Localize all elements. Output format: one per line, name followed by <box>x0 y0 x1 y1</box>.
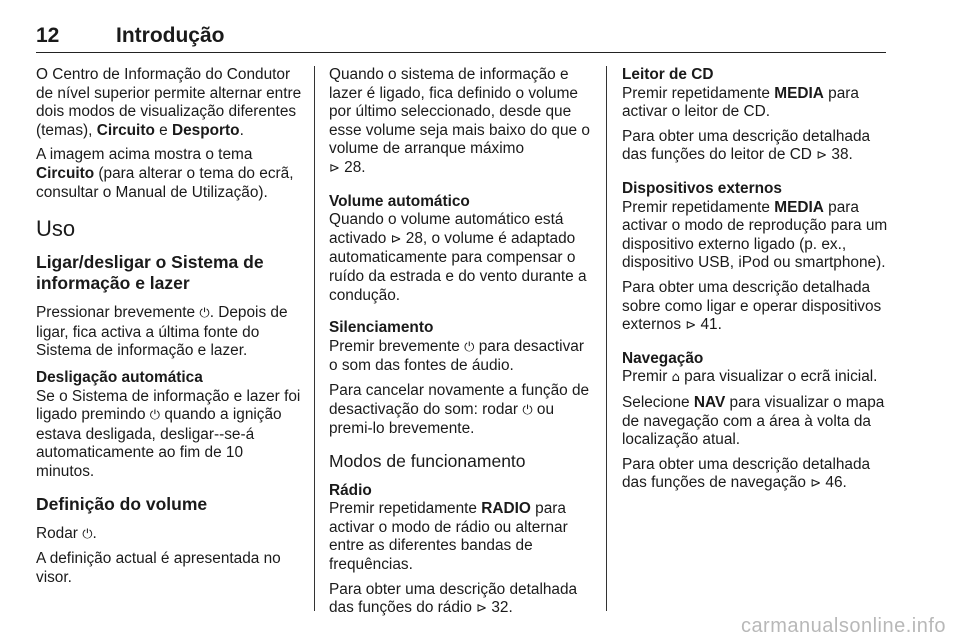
paragraph: Para cancelar novamente a função de desactivação do som: rodar ⏻ ou premi-lo brevemente. <box>329 381 590 438</box>
key-radio: RADIO <box>481 500 531 518</box>
column-divider <box>606 66 607 611</box>
term-circuito: Circuito <box>96 121 155 139</box>
topic-heading: Navegação <box>622 349 704 367</box>
paragraph: O Centro de Informação do Condutor de nível superior permite alternar entre dois modos de visualização diferentes (temas), Circuito e Desporto. <box>36 66 302 139</box>
key-media: MEDIA <box>774 84 824 102</box>
key-nav: NAV <box>693 393 726 411</box>
paragraph: Rodar ⏻. <box>36 524 97 542</box>
page-ref-arrow-icon: ⊳ <box>816 148 828 164</box>
page-ref-arrow-icon: ⊳ <box>476 601 488 617</box>
power-icon: ⏻ <box>199 306 210 322</box>
term-desporto: Desporto <box>172 121 240 139</box>
paragraph: Se o Sistema de informação e lazer foi ligado premindo ⏻ quando a ignição estava desligada, desligar--se-á automaticamente ao fim de 10 minutos. <box>36 387 301 480</box>
paragraph: Quando o sistema de informação e lazer é ligado, fica definido o volume por último seleccionado, desde que esse volume seja mais baixo do que o volume de arranque máximo ⊳ 28. <box>329 66 590 176</box>
subsection-heading: Definição do volume <box>36 493 208 514</box>
paragraph: Para obter uma descrição detalhada sobre como ligar e operar dispositivos externos ⊳ 41. <box>622 278 882 334</box>
page-ref-arrow-icon: ⊳ <box>390 231 402 247</box>
power-icon: ⏻ <box>82 526 93 542</box>
home-icon: ⌂ <box>671 370 680 386</box>
column-2 <box>329 66 595 625</box>
topic-heading: Rádio <box>329 481 372 499</box>
watermark: carmanualsonline.info <box>740 615 946 637</box>
column-1 <box>36 66 302 593</box>
paragraph: Selecione NAV para visualizar o mapa de navegação com a área à volta da localização atual. <box>622 393 885 449</box>
paragraph: Premir repetidamente RADIO para activar o modo de rádio ou alternar entre as diferentes bandas de frequências. <box>329 500 568 574</box>
page-title: Introdução <box>116 24 225 47</box>
paragraph: Premir brevemente ⏻ para desactivar o som das fontes de áudio. <box>329 337 584 375</box>
topic-heading: Leitor de CD <box>622 66 714 83</box>
subsection-heading: Ligar/desligar o Sistema de informação e lazer <box>36 252 264 294</box>
column-divider <box>314 66 315 611</box>
column-3 <box>622 66 888 500</box>
paragraph: Para obter uma descrição detalhada das funções do leitor de CD ⊳ 38. <box>622 127 871 164</box>
paragraph: Pressionar brevemente ⏻. Depois de ligar, fica activa a última fonte do Sistema de informação e lazer. <box>36 304 288 360</box>
topic-heading: Desligação automática <box>36 368 203 386</box>
paragraph: Para obter uma descrição detalhada das funções de navegação ⊳ 46. <box>622 455 871 492</box>
term-circuito: Circuito <box>36 164 95 182</box>
page-ref-arrow-icon: ⊳ <box>810 476 822 492</box>
paragraph: A imagem acima mostra o tema Circuito (para alterar o tema do ecrã, consultar o Manual de Utilização). <box>36 146 294 201</box>
paragraph: Para obter uma descrição detalhada das funções do rádio ⊳ 32. <box>329 580 578 617</box>
power-icon: ⏻ <box>522 402 533 418</box>
paragraph: Premir repetidamente MEDIA para activar o leitor de CD. <box>622 84 859 121</box>
paragraph: A definição actual é apresentada no visor. <box>36 550 281 586</box>
paragraph: Premir ⌂ para visualizar o ecrã inicial. <box>622 368 878 386</box>
topic-heading: Volume automático <box>329 192 470 210</box>
paragraph: Quando o volume automático está activado ⊳ 28, o volume é adaptado automaticamente para compensar o ruído da estrada e do vento durante a condução. <box>329 211 587 304</box>
section-heading-uso: Uso <box>36 216 76 242</box>
page-ref-arrow-icon: ⊳ <box>329 160 340 176</box>
page-ref-arrow-icon: ⊳ <box>685 318 697 334</box>
subsection-heading: Modos de funcionamento <box>329 450 526 471</box>
topic-heading: Silenciamento <box>329 319 434 337</box>
power-icon: ⏻ <box>464 339 475 355</box>
page-number: 12 <box>36 24 60 47</box>
topic-heading: Dispositivos externos <box>622 179 782 197</box>
key-media: MEDIA <box>774 198 824 216</box>
power-icon: ⏻ <box>149 408 161 424</box>
paragraph: Premir repetidamente MEDIA para activar o modo de reprodução para um dispositivo externo ligado (p. ex., dispositivo USB, iPod ou smartphone). <box>622 198 888 272</box>
page-header <box>36 16 886 53</box>
